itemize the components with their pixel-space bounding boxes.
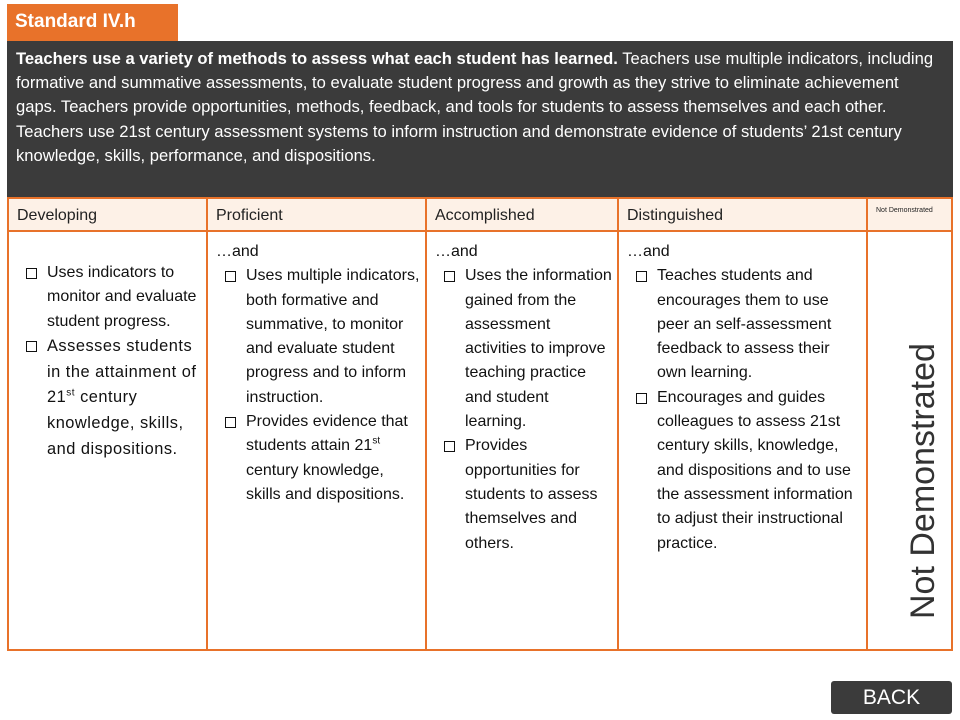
- column-not-demonstrated: [866, 199, 951, 649]
- list-item: Uses indicators to monitor and evaluate student progress.: [17, 261, 202, 334]
- checkbox-bullet-icon: [636, 271, 647, 282]
- description-text: Teachers use multiple indicators, including formative and summative assessments, to evaluate student progress and growth as they strive to eliminate achievement gaps. Teachers provide opportunities, methods, feedback, and tools for students to assess themselves and each other. Teachers use 21st century assessment systems to inform instruction and demonstrate evidence of students’ 21st century knowledge, skills, performance, and dispositions.: [16, 49, 934, 165]
- list-item: Uses multiple indicators, both formative and summative, to monitor and evaluate student progress and to inform instruction.: [216, 264, 421, 410]
- checkbox-bullet-icon: [225, 271, 236, 282]
- column-accomplished: [425, 199, 617, 649]
- column-proficient: [206, 199, 425, 649]
- list-item: Uses the information gained from the assessment activities to improve teaching practice and student learning.: [435, 264, 613, 434]
- column-developing: [9, 199, 206, 649]
- list-item: Assesses students in the attainment of 21st century knowledge, skills, and dispositions.: [17, 334, 202, 463]
- header-accomplished: Accomplished: [427, 199, 617, 232]
- header-distinguished: Distinguished: [619, 199, 866, 232]
- header-not-demonstrated: Not Demonstrated: [868, 199, 951, 232]
- back-button[interactable]: BACK: [831, 681, 952, 714]
- list-item: Encourages and guides colleagues to assess 21st century skills, knowledge, and dispositions and to use the assessment information to adjust their instructional practice.: [627, 386, 862, 556]
- header-developing: Developing: [9, 199, 206, 232]
- list-item: Provides evidence that students attain 21st century knowledge, skills and dispositions.: [216, 410, 421, 507]
- checkbox-bullet-icon: [225, 417, 236, 428]
- and-label: …and: [216, 243, 259, 260]
- checkbox-bullet-icon: [444, 271, 455, 282]
- checkbox-bullet-icon: [26, 341, 37, 352]
- header-proficient: Proficient: [208, 199, 425, 232]
- standard-label: Standard IV.h: [7, 4, 178, 41]
- description-bold: Teachers use a variety of methods to assess what each student has learned.: [16, 49, 618, 68]
- checkbox-bullet-icon: [26, 268, 37, 279]
- and-label: …and: [435, 243, 478, 260]
- standard-description: [7, 41, 953, 197]
- list-item: Provides opportunities for students to assess themselves and others.: [435, 434, 613, 555]
- checkbox-bullet-icon: [636, 393, 647, 404]
- rubric-table: [7, 197, 953, 651]
- list-item: Teaches students and encourages them to use peer an self-assessment feedback to assess their own learning.: [627, 264, 862, 385]
- checkbox-bullet-icon: [444, 441, 455, 452]
- and-label: …and: [627, 243, 670, 260]
- column-distinguished: [617, 199, 866, 649]
- not-demonstrated-vertical-label: Not Demonstrated: [904, 343, 942, 619]
